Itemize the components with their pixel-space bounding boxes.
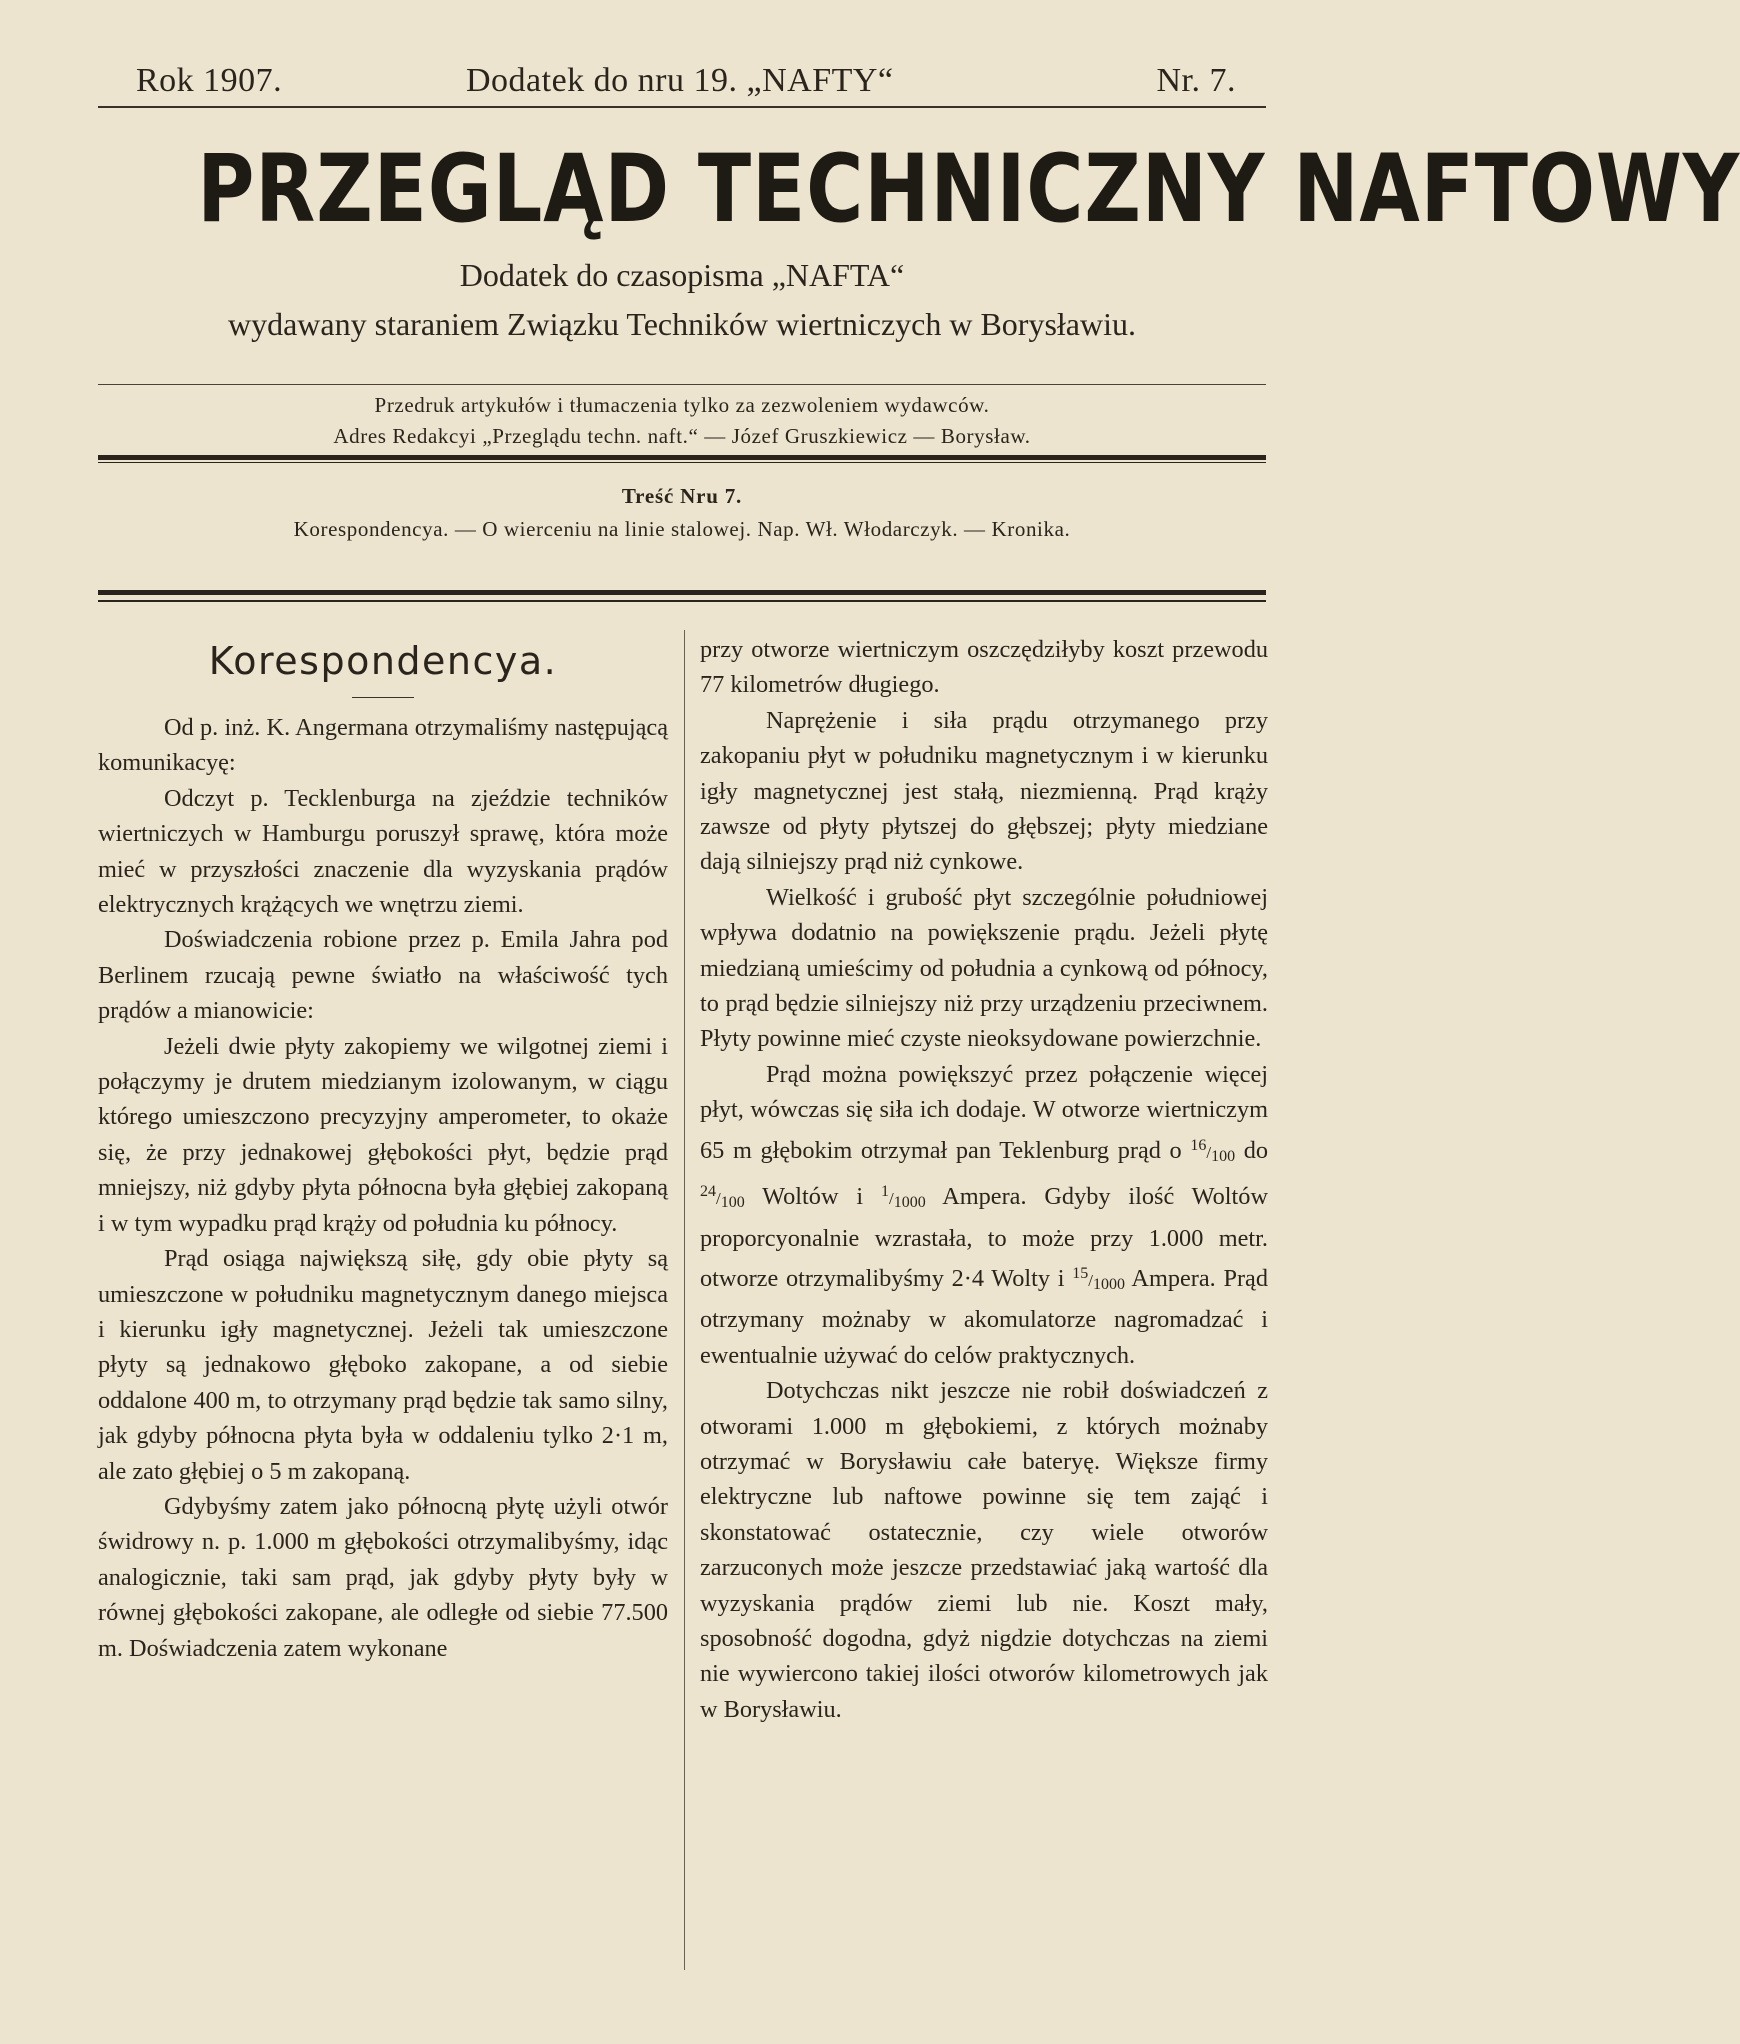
paragraph: Jeżeli dwie płyty zakopiemy we wilgotnej ziemi i połączymy je drutem miedzianym izolowanym, w ciągu którego umieszczono precyzyjny amperometer, to okaże się, że przy jednakowej głębokości płyt, będzie prąd mniejszy, niż gdyby płyta północna była głębiej zakopaną i w tym wypadku prąd krąży od południa ku północy. (98, 1032, 668, 1237)
contents-rule (98, 590, 1266, 595)
article-column-right (700, 632, 1268, 1727)
column-divider (684, 630, 685, 1970)
masthead-title: PRZEGLĄD TECHNICZNY NAFTOWY (197, 135, 1740, 244)
fraction: $^1/_{1000}$ (880, 1183, 926, 1212)
fraction-denominator: 1000 (893, 1194, 926, 1212)
fraction-numerator: 24 (700, 1183, 716, 1201)
masthead-publisher: wydawany staraniem Związku Techników wiertniczych w Borysławiu. (227, 306, 1136, 342)
fraction: $^{15}/_{1000}$ (1072, 1264, 1126, 1293)
title-divider (352, 697, 414, 698)
section-rule (98, 455, 1266, 460)
contents-list: Korespondencya. — O wierceniu na linie stalowej. Nap. Wł. Włodarczyk. — Kronika. (293, 517, 1071, 541)
text-run: Ampera. Prąd otrzymany możnaby w akomulatorze nagromadzać i ewentualnie używać do celów praktycznych. (700, 1264, 1268, 1369)
paragraph: Naprężenie i siła prądu otrzymanego przy zakopaniu płyt w południku magnetycznym i w kierunku igły magnetycznej jest stałą, niezmienną. Prąd krąży zawsze od płyty płytszej do głębszej; płyty miedziane dają silniejszy prąd niż cynkowe. (700, 706, 1268, 876)
paragraph-with-fractions (700, 1057, 1268, 1373)
paragraph: Odczyt p. Tecklenburga na zjeździe techników wiertniczych w Hamburgu poruszył sprawę, która może mieć w przyszłości znaczenie dla wyzyskania prądów elektrycznych krążących we wnętrzu ziemi. (98, 784, 668, 919)
fraction: $^{16}/_{100}$ (1190, 1136, 1236, 1165)
text-run: Prąd można powiększyć przez połączenie więcej płyt, wówczas się siła ich dodaje. W otworze wiertniczym 65 m głębokim otrzymał pan Teklenburg prąd o (700, 1060, 1268, 1164)
issue-header (98, 62, 1266, 110)
section-rule-thin (98, 462, 1266, 463)
paragraph: Dotychczas nikt jeszcze nie robił doświadczeń z otworami 1.000 m głębokiemi, z których możnaby otrzymać w Borysławiu całe bateryę. Większe firmy elektryczne lub naftowe powinne się tem zająć i skonstatować ostatecznie, czy wiele otworów zarzuconych może jeszcze przedstawiać jaką wartość dla wyzyskania prądów ziemi lub nie. Koszt mały, sposobność dogodna, gdyż nigdzie dotychczas na ziemi nie wywiercono takiej ilości otworów kilometrowych jak w Borysławiu. (700, 1377, 1268, 1723)
paragraph: Od p. inż. K. Angermana otrzymaliśmy następującą komunikacyę: (98, 714, 668, 777)
fraction-numerator: 1 (880, 1183, 889, 1201)
contents-rule-thin (98, 600, 1266, 602)
article-title: Korespondencya. (208, 639, 558, 683)
paragraph: Gdybyśmy zatem jako północną płytę użyli otwór świdrowy n. p. 1.000 m głębokości otrzymalibyśmy, idąc analogicznie, taki sam prąd, jak gdyby płyty były w równej głębokości zakopane, ale odległe od siebie 77.500 m. Doświadczenia zatem wykonane (98, 1492, 668, 1662)
issue-year: Rok 1907. (136, 62, 283, 99)
text-run: Woltów i (762, 1183, 864, 1211)
fraction: $^{24}/_{100}$ (700, 1183, 745, 1212)
paragraph: przy otworze wiertniczym oszczędziłyby koszt przewodu 77 kilometrów długiego. (700, 636, 1268, 699)
header-rule (98, 106, 1266, 108)
fraction-denominator: 100 (720, 1194, 745, 1212)
editorial-address: Adres Redakcyi „Przeglądu techn. naft.“ — Józef Gruszkiewicz — Borysław. (333, 424, 1031, 448)
text-run: Ampera. Gdyby ilość Woltów proporcyonalnie wzrastała, to może przy 1.000 metr. otworze otrzymalibyśmy 2·4 Wolty i (700, 1183, 1269, 1292)
notice-rule (98, 384, 1266, 385)
fraction-denominator: 100 (1211, 1147, 1236, 1165)
fraction-numerator: 16 (1190, 1136, 1207, 1154)
fraction-denominator: 1000 (1093, 1275, 1126, 1293)
reprint-notice: Przedruk artykułów i tłumaczenia tylko za zezwoleniem wydawców. (374, 393, 990, 417)
text-run: do (1243, 1136, 1269, 1164)
paragraph: Doświadczenia robione przez p. Emila Jahra pod Berlinem rzucają pewne światło na właściwość tych prądów a mianowicie: (98, 926, 668, 1025)
issue-supplement: Dodatek do nru 19. „NAFTY“ (466, 62, 894, 99)
fraction-numerator: 15 (1072, 1264, 1089, 1282)
paragraph: Wielkość i grubość płyt szczególnie południowej wpływa dodatnio na powiększenie prądu. Jeżeli płytę miedzianą umieścimy od południa a cynkową od północy, to prąd będzie silniejszy niż przy urządzeniu przeciwnem. Płyty powinne mieć czyste nieoksydowane powierzchnie. (700, 883, 1268, 1053)
article-column-left (98, 625, 668, 1666)
contents-heading: Treść Nru 7. (621, 484, 743, 508)
masthead-subtitle: Dodatek do czasopisma „NAFTA“ (459, 257, 905, 293)
paragraph: Prąd osiąga największą siłę, gdy obie płyty są umieszczone w południku magnetycznym danego miejsca i kierunku igły magnetycznej. Jeżeli tak umieszczone płyty są jednakowo głęboko zakopane, a od siebie oddalone 400 m, to otrzymany prąd będzie tak samo silny, jak gdyby północna płyta była w oddaleniu tylko 2·1 m, ale zato głębiej o 5 m zakopaną. (98, 1245, 668, 1485)
issue-number: Nr. 7. (1156, 62, 1236, 99)
